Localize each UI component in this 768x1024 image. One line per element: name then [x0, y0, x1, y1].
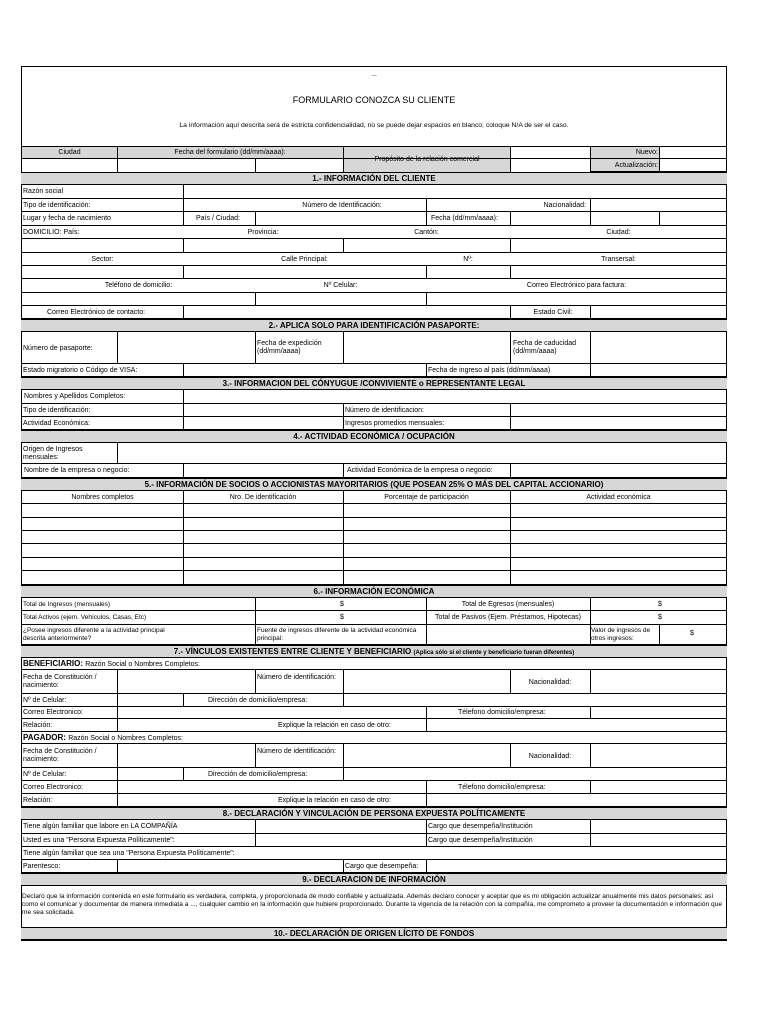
table-row [21, 504, 727, 518]
familiar-compania-label: Tiene algún familiar que labore en LA COMPAÑÍA [23, 823, 178, 830]
section-8-title: 8.- DECLARACIÓN Y VINCULACIÓN DE PERSONA EXPUESTA POLÍTICAMENTE [21, 807, 727, 820]
divider [590, 820, 591, 834]
divider [510, 266, 511, 279]
cargo-label: Cargo que desempeña: [345, 863, 419, 870]
divider [426, 834, 427, 847]
rule [21, 670, 727, 694]
pais-ciudad-label: País / Ciudad: [196, 215, 240, 222]
divider [255, 598, 256, 611]
divider [426, 860, 427, 873]
rule [21, 768, 727, 781]
table-row [21, 531, 727, 544]
rule [21, 707, 727, 719]
pag-nacionalidad-label: Nacionalidad: [528, 753, 572, 760]
divider [183, 491, 184, 585]
divider [590, 199, 591, 212]
conyugue-actividad-label: Actividad Económica: [23, 420, 90, 427]
actividad-empresa-label: Actividad Económica de la empresa o negocio: [347, 467, 493, 474]
section-5-title: 5.- INFORMACIÓN DE SOCIOS O ACCIONISTAS MAYORITARIOS (QUE POSEAN 25% O MÁS DEL CAPITAL ACCIONARIO) [21, 478, 727, 491]
divider [255, 611, 256, 625]
divider [590, 834, 591, 847]
pag-direccion-label: Dirección de domicilio/empresa: [208, 771, 308, 778]
rule [21, 694, 727, 707]
divider [183, 694, 184, 707]
sector-label: Sector: [91, 256, 114, 263]
nuevo-label: Nuevo: [635, 149, 658, 156]
conyugue-ingresos-label: Ingresos promedios mensuales: [345, 420, 445, 427]
divider [590, 625, 591, 645]
currency-activos: $ [340, 614, 344, 621]
conyugue-tipo-id-label: Tipo de identificación: [23, 407, 91, 414]
rule [21, 744, 727, 768]
ben-celular-label: Nº de Celular: [23, 697, 67, 704]
correo-factura-label: Correo Electrónico para factura: [526, 282, 627, 289]
correo-contacto-label: Correo Electrónico de contacto: [47, 309, 146, 316]
rule [21, 212, 727, 226]
divider [343, 417, 344, 430]
section-4-title: 4.- ACTIVIDAD ECONÓMICA / OCUPACIÓN [21, 430, 727, 443]
divider [426, 199, 427, 212]
rule [21, 332, 727, 364]
divider [590, 598, 591, 611]
section-7-title-text: 7.- VÍNCULOS EXISTENTES ENTRE CLIENTE Y BENEFICIARIO [173, 647, 412, 656]
divider [510, 212, 511, 226]
total-pasivos-label: Total de Pasivos (Ejem. Préstamos, Hipotecas) [435, 614, 581, 621]
pag-numero-id-label: Número de identificación: [257, 748, 336, 755]
pag-fecha-constitucion-label: Fecha de Constitución / nacimiento: [23, 748, 97, 763]
cargo-institucion-label-1: Cargo que desempeña/Institución [428, 823, 533, 830]
divider [510, 332, 511, 364]
divider [117, 794, 118, 807]
divider [117, 147, 118, 172]
fecha-caducidad-label: Fecha de caducidad (dd/mm/aaaa) [513, 340, 577, 355]
celular-label: Nº Celular: [323, 282, 358, 289]
divider [590, 781, 591, 794]
provincia-label: Provincia: [247, 229, 279, 236]
divider [590, 147, 591, 172]
currency-egresos: $ [658, 601, 662, 608]
divider [590, 212, 591, 226]
pag-explique-label: Explique la relación en caso de otro: [278, 797, 391, 804]
numero-id-label: Número de Identificación: [302, 202, 382, 209]
parentesco-label: Parentesco: [23, 863, 61, 870]
divider [510, 491, 511, 585]
ben-correo-label: Correo Electronico: [23, 709, 83, 716]
section-3-title: 3.- INFORMACION DEL CÓNYUGUE /CONVIVIENTE o REPRESENTANTE LEGAL [21, 377, 727, 390]
razon-social-label: Razón social [23, 188, 64, 195]
divider [255, 332, 256, 364]
divider [510, 744, 511, 768]
familiar-pep-label: Tiene algún familiar que sea una "Persona Expuesta Políticamente": [23, 850, 235, 857]
ben-explique-label: Explique la relación en caso de otro: [278, 722, 391, 729]
divider [343, 147, 344, 172]
divider [183, 306, 184, 319]
rule [21, 781, 727, 794]
divider [117, 781, 118, 794]
ben-relacion-label: Relación: [23, 722, 53, 729]
rule [21, 147, 727, 159]
table-row [21, 558, 727, 571]
divider [343, 860, 344, 873]
ben-fecha-constitucion-label: Fecha de Constitución / nacimiento: [23, 674, 97, 689]
divider [343, 404, 344, 417]
divider [510, 306, 511, 319]
divider [183, 266, 184, 279]
divider [183, 364, 184, 377]
divider [183, 390, 184, 404]
divider [255, 212, 256, 226]
divider [117, 670, 118, 694]
fecha-label: Fecha (dd/mm/aaaa): [431, 215, 498, 222]
divider [343, 464, 344, 478]
rule [21, 266, 727, 279]
estado-civil-label: Estado Civil: [533, 309, 573, 316]
divider [183, 404, 184, 417]
divider [659, 147, 660, 172]
divider [590, 364, 591, 377]
numero-pasaporte-label: Número de pasaporte: [23, 345, 93, 352]
divider [183, 464, 184, 478]
table-row [21, 571, 727, 585]
divider [426, 611, 427, 625]
divider [426, 719, 427, 732]
divider [117, 694, 118, 707]
divider [255, 293, 256, 306]
divider [510, 464, 511, 478]
valor-otros-label: Valor de ingresos de otros ingresos: [591, 627, 651, 642]
section-9-title: 9.- DECLARACION DE INFORMACIÓN [21, 873, 727, 886]
origen-ingresos-label: Origen de Ingresos mensuales: [23, 446, 83, 461]
total-egresos-label: Total de Egresos (mensuales) [461, 601, 555, 608]
divider [426, 364, 427, 377]
ben-telefono-label: Télefono domicilio/empresa: [458, 709, 546, 716]
divider [659, 212, 660, 226]
divider [183, 199, 184, 212]
rule [21, 293, 727, 306]
divider [426, 625, 427, 645]
divider [255, 820, 256, 834]
section-1-title: 1.- INFORMACIÓN DEL CLIENTE [21, 172, 727, 185]
divider [590, 306, 591, 319]
divider [343, 744, 344, 768]
intro-text: La información aquí descrita será de estricta confidencialidad, no se puede dejar espacios en blanco; coloque N/A de ser el caso. [179, 122, 569, 129]
pagador-razon-label: Razón Social o Nombres Completos: [68, 735, 183, 742]
total-ingresos-label: Total de Ingresos (mensuales) [23, 601, 111, 608]
nacionalidad-label: Nacionalidad: [543, 202, 586, 209]
transversal-label: Transersal: [601, 256, 636, 263]
section-7-title [21, 645, 727, 658]
divider [117, 744, 118, 768]
pag-telefono-label: Télefono domicilio/empresa: [458, 784, 546, 791]
pag-correo-label: Correo Electronico: [23, 784, 83, 791]
divider [117, 860, 118, 873]
rule [21, 443, 727, 464]
currency-ingresos: $ [340, 601, 344, 608]
ben-nacionalidad-label: Nacionalidad: [528, 679, 572, 686]
section-6-title: 6.- INFORMACIÓN ECONÓMICA [21, 585, 727, 598]
declaracion-text: Declaro que la información contenida en este formulario es verdadera, completa, y proporcionada de modo confiable y actualizada. Además declaro conocer y aceptar que es mi obligación actualizar anualmente mis datos personales; así como el comunicar y documentar de manera inmediata a ..., cualquier cambio en la información que hubiere proporcionado. Durante la vigencia de la relación con la compañía, me comprometo a proveer la documentación e información que me sea solicitada. [22, 893, 723, 916]
pagador-heading [23, 734, 183, 743]
ben-numero-id-label: Número de identificación: [257, 674, 336, 681]
calle-principal-label: Calle Principal: [281, 256, 328, 263]
header-dots: ... [371, 71, 377, 78]
divider [426, 794, 427, 807]
total-activos-label: Total Activos (ejem. Vehículos, Casas, Etc) [23, 614, 147, 621]
divider [510, 404, 511, 417]
divider [659, 625, 660, 645]
divider [510, 147, 511, 172]
divider [426, 212, 427, 226]
ciudad-label: Ciudad [58, 149, 81, 156]
divider [255, 744, 256, 768]
fecha-formulario-label: Fecha del formulario (dd/mm/aaaa): [174, 149, 286, 156]
conyugue-numero-id-label: Número de identificacion: [345, 407, 424, 414]
lugar-fecha-nac-label: Lugar y fecha de nacimiento [23, 215, 111, 222]
rule [21, 239, 727, 253]
table-row [21, 544, 727, 558]
divider [426, 781, 427, 794]
fecha-expedicion-label: Fecha de expedición (dd/mm/aaaa) [257, 340, 322, 355]
rule [21, 185, 727, 199]
tipo-id-label: Tipo de identificación: [23, 202, 91, 209]
divider [343, 239, 344, 253]
divider [343, 768, 344, 781]
nombre-empresa-label: Nombre de la empresa o negocio: [24, 467, 130, 474]
divider [343, 491, 344, 585]
pagador-label: PAGADOR: [23, 733, 66, 742]
col-actividad: Actividad económica [586, 494, 651, 501]
divider [590, 611, 591, 625]
divider [255, 834, 256, 847]
pag-celular-label: Nº de Celular: [23, 771, 67, 778]
divider [117, 707, 118, 719]
actualizacion-label: Actualización: [614, 162, 658, 169]
divider [343, 694, 344, 707]
divider [117, 719, 118, 732]
rule [21, 390, 727, 404]
canton-label: Cantón: [414, 229, 439, 236]
divider [255, 625, 256, 645]
ciudad-dom-label: Ciudad: [606, 229, 631, 236]
divider [590, 707, 591, 719]
divider [343, 332, 344, 364]
divider [426, 293, 427, 306]
divider [183, 239, 184, 253]
divider [117, 768, 118, 781]
divider [590, 744, 591, 768]
divider [117, 443, 118, 464]
divider [183, 212, 184, 226]
conyugue-nombres-label: Nombres y Apellidos Completos: [24, 393, 126, 400]
divider [426, 598, 427, 611]
section-2-title: 2.- APLICA SOLO PARA IDENTIFICACIÓN PASAPORTE: [21, 319, 727, 332]
divider [426, 266, 427, 279]
divider [590, 332, 591, 364]
divider [510, 670, 511, 694]
col-porcentaje: Porcentaje de participación [384, 494, 469, 501]
currency-pasivos: $ [658, 614, 662, 621]
col-identificacion: Nro. De identificación [229, 494, 297, 501]
telefono-domicilio-label: Teléfono de domicilio: [104, 282, 173, 289]
cargo-institucion-label-2: Cargo que desempeña/Institución [428, 837, 533, 844]
col-nombres: Nombres completos [71, 494, 134, 501]
fuente-ingresos-label: Fuente de ingresos diferente de la actividad económica principal: [257, 627, 417, 642]
beneficiario-razon-label: Razón Social o Nombres Completos: [85, 661, 201, 668]
ben-direccion-label: Dirección de domicilio/empresa: [208, 697, 308, 704]
divider [590, 670, 591, 694]
rule [21, 598, 727, 611]
divider [255, 159, 256, 172]
divider [183, 417, 184, 430]
divider [183, 185, 184, 199]
domicilio-pais-label: DOMICILIO: País: [23, 229, 80, 236]
divider [426, 707, 427, 719]
usted-pep-label: Usted es una "Persona Expuesta Políticamente": [23, 837, 175, 844]
beneficiario-heading [23, 660, 200, 669]
divider [510, 417, 511, 430]
estado-migratorio-label: Estado migratorio o Código de VISA: [23, 367, 138, 374]
section-7-title-note: (Aplica sólo si el cliente y beneficiario fueran diferentes) [413, 650, 575, 656]
divider [343, 670, 344, 694]
divider [183, 768, 184, 781]
beneficiario-label: BENEFICIARIO: [23, 659, 83, 668]
currency-otros: $ [690, 630, 694, 637]
pag-relacion-label: Relación: [23, 797, 53, 804]
divider [510, 239, 511, 253]
divider [117, 332, 118, 364]
section-10-title: 10.- DECLARACIÓN DE ORIGEN LÍCITO DE FONDOS [21, 927, 727, 940]
table-row [21, 518, 727, 531]
form-title: FORMULARIO CONOZCA SU CLIENTE [292, 95, 456, 105]
otros-ingresos-label: ¿Posee ingresos diferente a la actividad principal descrita anteriormente? [23, 627, 165, 642]
proposito-label: Propósito de la relación comercial [374, 156, 480, 163]
fecha-ingreso-pais-label: Fecha de ingreso al país (dd/mm/aaaa) [428, 367, 551, 374]
divider [255, 670, 256, 694]
numero-label: Nº: [463, 256, 473, 263]
divider [426, 820, 427, 834]
